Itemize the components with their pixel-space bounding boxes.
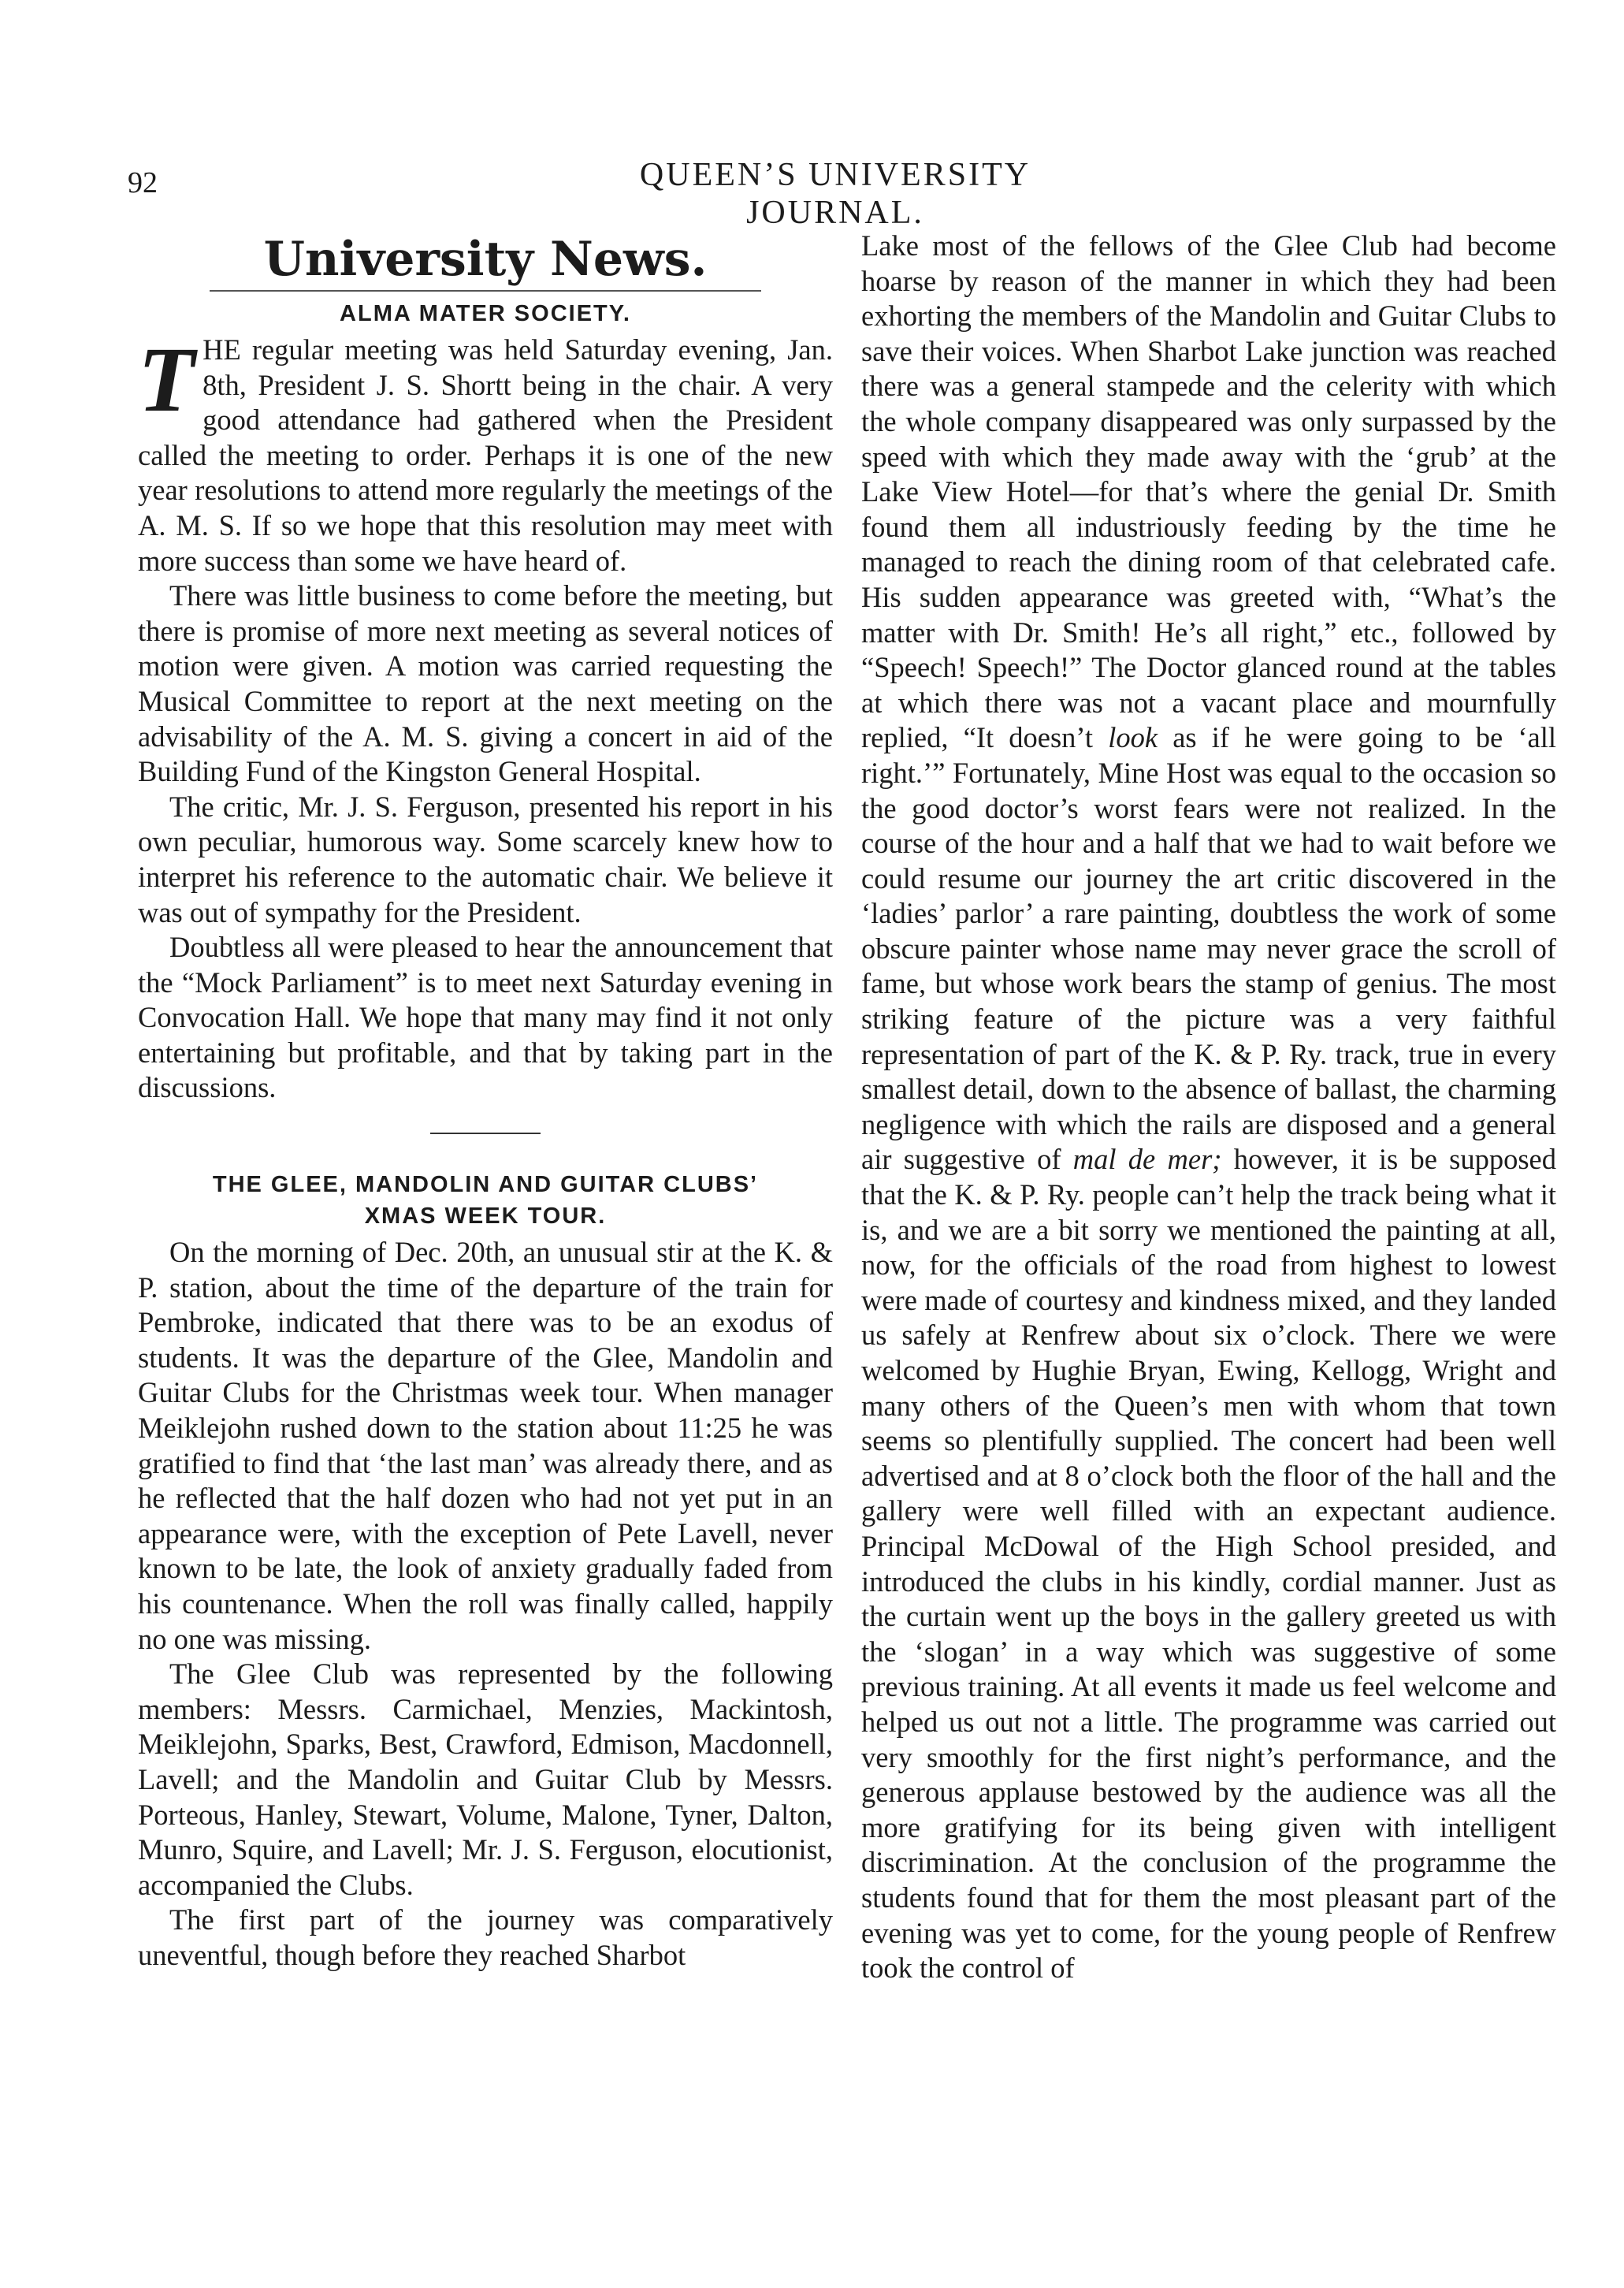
- left-column: [138, 229, 833, 1974]
- ams-paragraph-3: The critic, Mr. J. S. Ferguson, presented his report in his own peculiar, humorous way. Some scarcely knew how to interpret his reference to the automatic chair. We believe it was out of sympathy for the President.: [138, 790, 833, 928]
- running-title: QUEEN’S UNIVERSITY JOURNAL.: [639, 157, 1031, 231]
- glee-italic-mal-de-mer: mal de mer;: [1072, 1143, 1222, 1176]
- section-title: University News.: [263, 232, 708, 287]
- glee-heading-line-2: XMAS WEEK TOUR.: [364, 1204, 607, 1230]
- page-number: 92: [128, 166, 158, 199]
- glee-continued-text-2: as if he were going to be ‘all right.’” Fortunately, Mine Host was equal to the occasion so the good doctor’s worst fears were not realized. In the course of the hour and a half that we had to wait before we could resume our journey the art critic discovered in the ‘ladies’ parlor’ a rare painting, doubtless the work of some obscure painter whose name may never grace the scroll of fame, but whose work bears the stamp of genius. The most striking feature of the picture was a very faithful representation of part of the K. & P. Ry. track, true in every smallest detail, down to the absence of ballast, the charming negligence with which the rails are disposed and a general air suggestive of: [861, 721, 1556, 1176]
- ams-heading: ALMA MATER SOCIETY.: [340, 301, 631, 326]
- glee-paragraph-2: The Glee Club was represented by the following members: Messrs. Carmichael, Menzies, Mackintosh, Meiklejohn, Sparks, Best, Crawford, Edmison, Macdonnell, Lavell; and the Mandolin and Guitar Club by Messrs. Porteous, Hanley, Stewart, Volume, Malone, Tyner, Dalton, Munro, Squire, and Lavell; Mr. J. S. Ferguson, elocutionist, accompanied the Clubs.: [138, 1657, 833, 1901]
- glee-continued-paragraph: [861, 229, 1556, 1986]
- ams-paragraph-1: [138, 328, 833, 579]
- glee-paragraph-3: The first part of the journey was comparatively uneventful, though before they reached Sharbot: [138, 1903, 833, 1971]
- section-divider: [430, 1133, 541, 1134]
- right-column: [861, 229, 1556, 1986]
- glee-continued-text-1: Lake most of the fellows of the Glee Club had become hoarse by reason of the manner in which they had been exhorting the members of the Mandolin and Guitar Clubs to save their voices. When Sharbot Lake junction was reached there was a general stampede and the celerity with which the whole company disappeared was only surpassed by the speed with which they made away with the ‘grub’ at the Lake View Hotel—for that’s where the genial Dr. Smith found them all industriously feeding by the time he managed to reach the dining room of that celebrated cafe. His sudden appearance was greeted with, “What’s the matter with Dr. Smith! He’s all right,” etc., followed by “Speech! Speech!” The Doctor glanced round at the tables at which there was not a vacant place and mournfully replied, “It doesn’t: [861, 229, 1556, 754]
- ams-paragraph-4: Doubtless all were pleased to hear the announcement that the “Mock Parliament” is to meet next Saturday evening in Convocation Hall. We hope that many may find it not only entertaining but profitable, and that by taking part in the discussions.: [138, 931, 833, 1104]
- drop-cap: T: [138, 328, 195, 431]
- glee-paragraph-1: On the morning of Dec. 20th, an unusual stir at the K. & P. station, about the time of the departure of the train for Pembroke, indicated that there was to be an exodus of students. It was the departure of the Glee, Mandolin and Guitar Clubs for the Christmas week tour. When manager Meiklejohn rushed down to the station about 11:25 he was gratified to find that ‘the last man’ was already there, and as he reflected that the half dozen who had not yet put in an appearance were, with the exception of Pete Lavell, never known to be late, the look of anxiety gradually faded from his countenance. When the roll was finally called, happily no one was missing.: [138, 1236, 833, 1655]
- ams-paragraph-1-text: HE regular meeting was held Saturday evening, Jan. 8th, President J. S. Shortt being in the chair. A very good attendance had gathered when the President called the meeting to order. Perhaps it is one of the new year resolutions to attend more regularly the meetings of the A. M. S. If so we hope that this resolution may meet with more success than some we have heard of.: [138, 333, 833, 577]
- glee-heading-line-1: THE GLEE, MANDOLIN AND GUITAR CLUBS’: [212, 1172, 759, 1198]
- glee-heading: [138, 1169, 833, 1232]
- title-rule: [210, 290, 761, 292]
- glee-italic-look: look: [1108, 721, 1158, 754]
- ams-paragraph-2: There was little business to come before the meeting, but there is promise of more next meeting as several notices of motion were given. A motion was carried requesting the Musical Committee to report at the next meeting on the advisability of the A. M. S. giving a concert in aid of the Building Fund of the Kingston General Hospital.: [138, 579, 833, 788]
- glee-continued-text-3: however, it is be supposed that the K. & P. Ry. people can’t help the track being what it is, and we are a bit sorry we mentioned the painting at all, now, for the officials of the road from highest to lowest were made of courtesy and kindness mixed, and they landed us safely at Renfrew about six o’clock. There we were welcomed by Hughie Bryan, Ewing, Kellogg, Wright and many others of the Queen’s men with whom that town seems so plentifully supplied. The concert had been well advertised and at 8 o’clock both the floor of the hall and the gallery were well filled with an expectant audience. Principal McDowal of the High School presided, and introduced the clubs in his kindly, cordial manner. Just as the curtain went up the boys in the gallery greeted us with the ‘slogan’ in a way which was suggestive of some previous training. At all events it made us feel welcome and helped us out not a little. The programme was carried out very smoothly for the first night’s performance, and the generous applause bestowed by the audience was all the more gratifying for its being given with intelligent discrimination. At the conclusion of the programme the students found that for them the most pleasant part of the evening was yet to come, for the young people of Renfrew took the control of: [861, 1143, 1557, 1985]
